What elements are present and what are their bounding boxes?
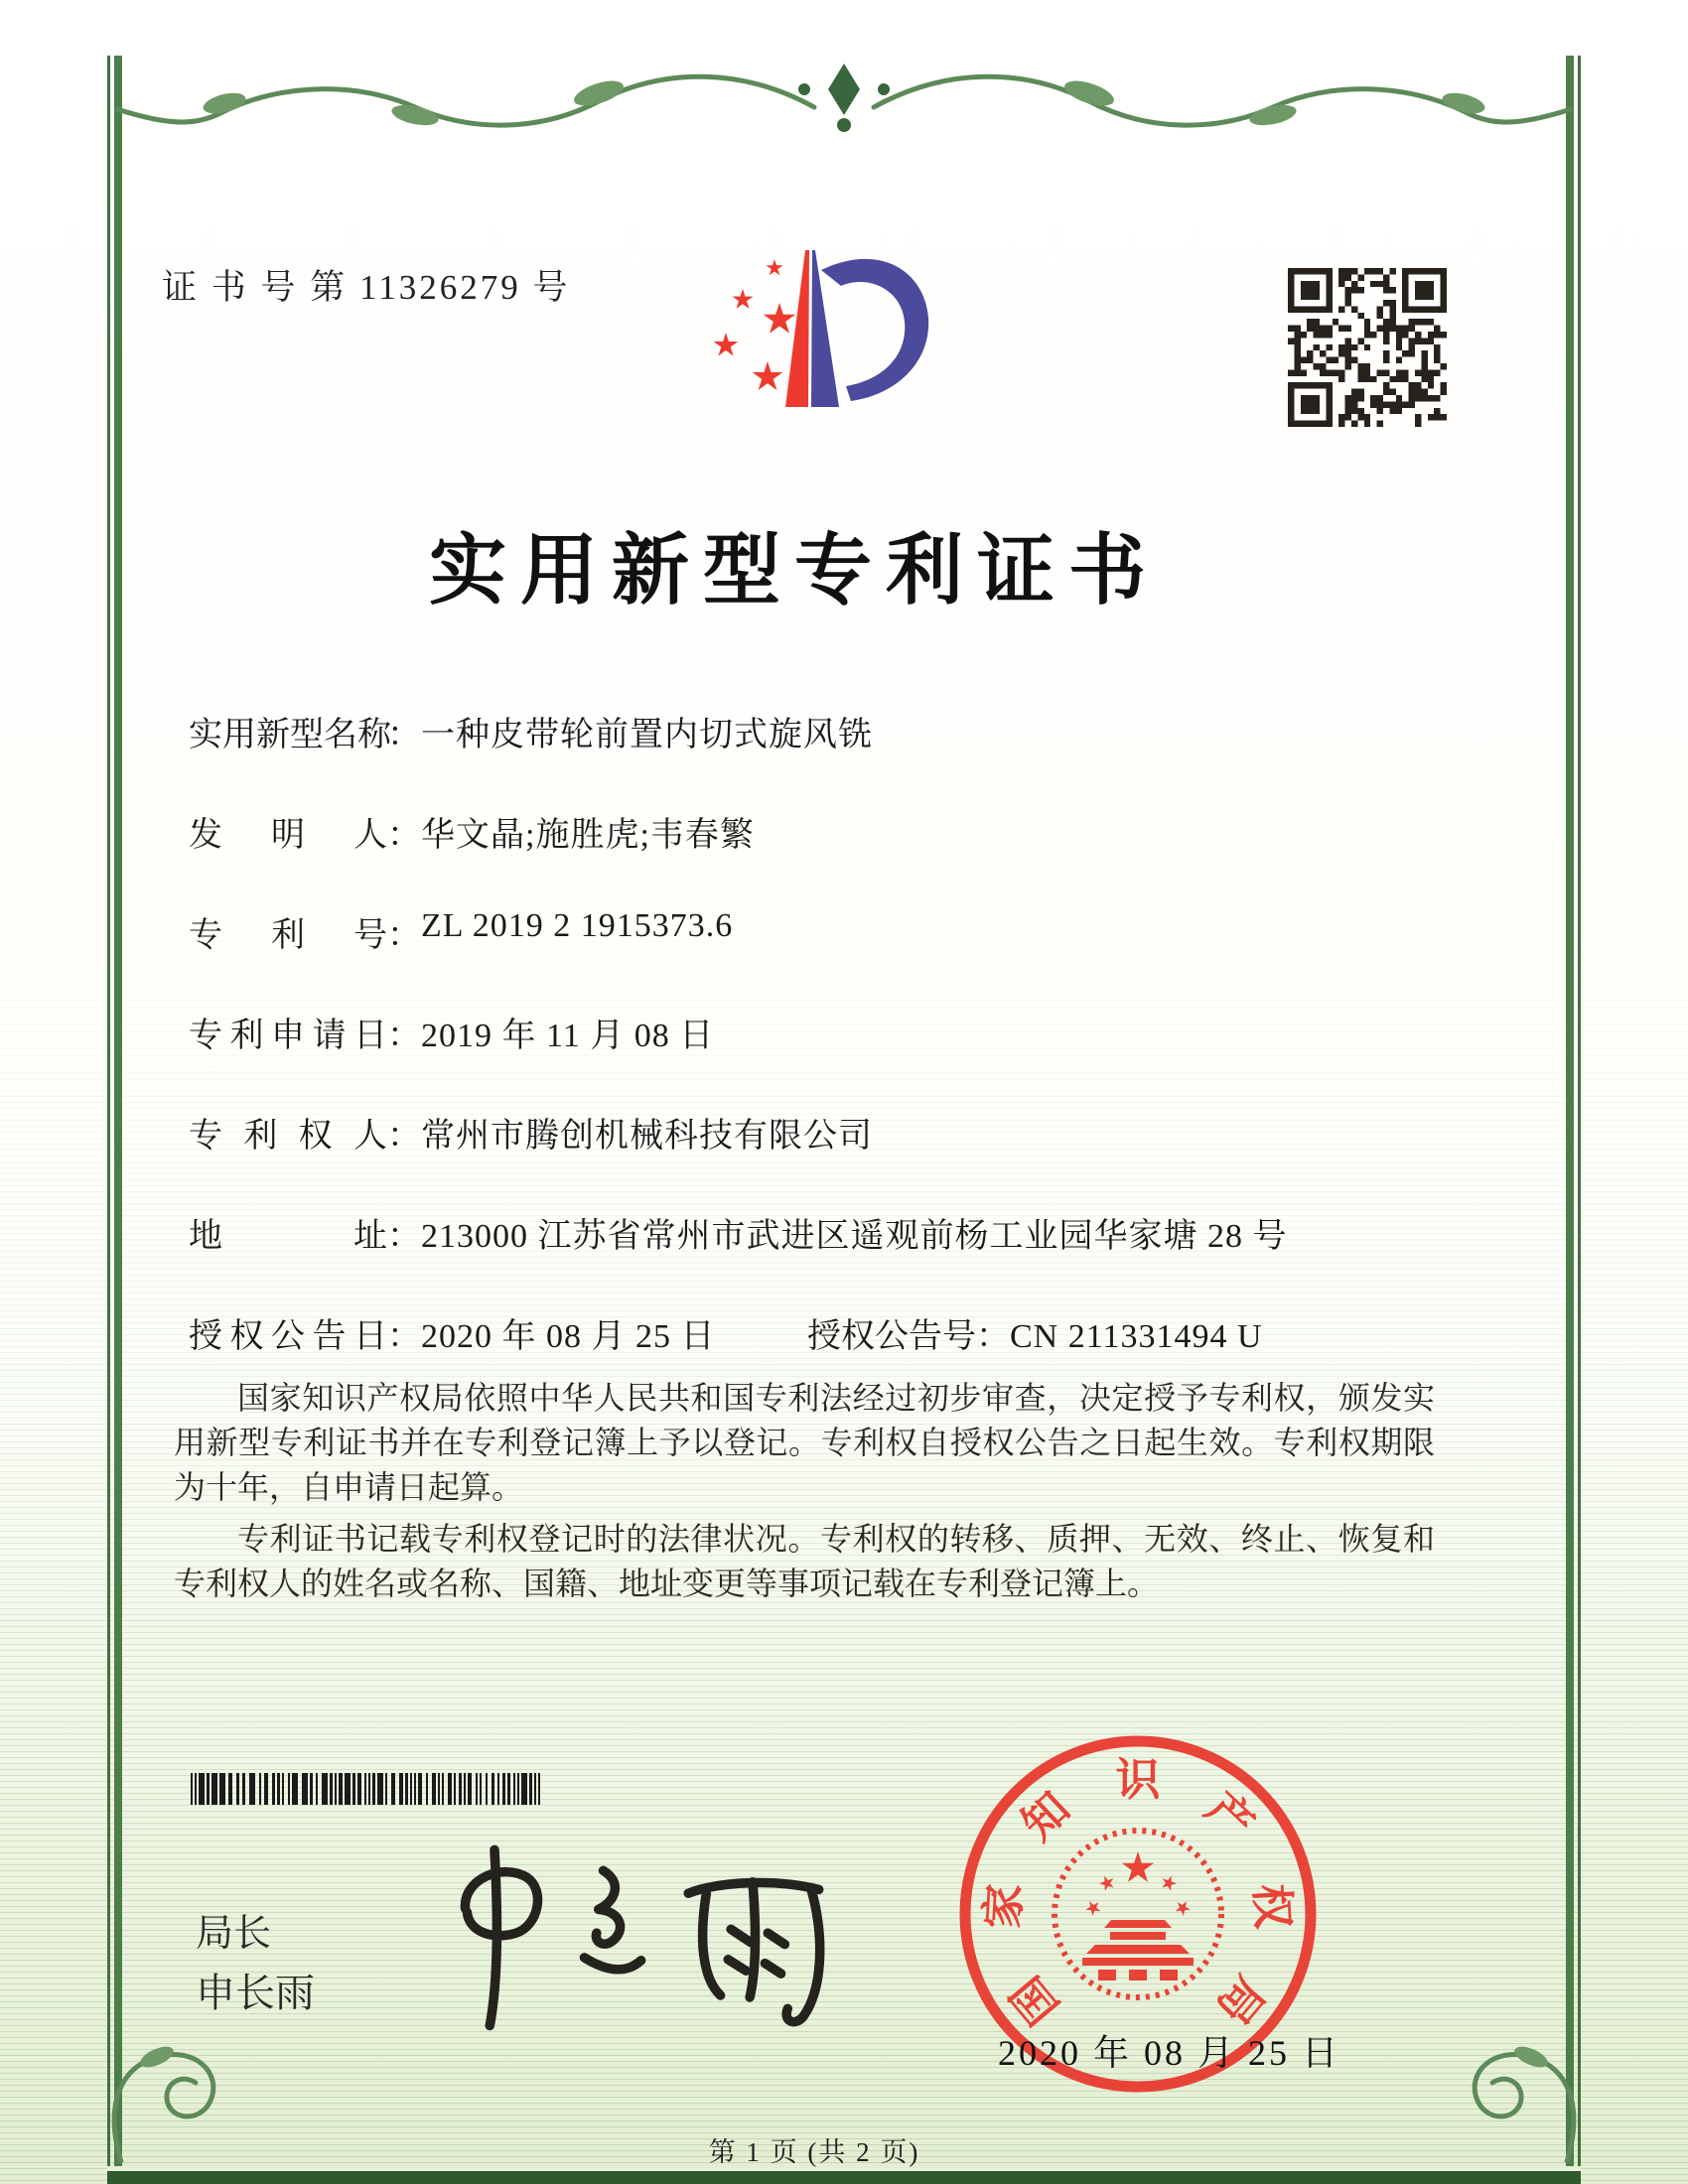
body-paragraph-2: 专利证书记载专利权登记时的法律状况。专利权的转移、质押、无效、终止、恢复和专利权人的姓名或名称、国籍、地址变更等事项记载在专利登记簿上。 <box>174 1521 1435 1601</box>
field-colon: ： <box>976 1318 1010 1355</box>
seal-char: 权 <box>1245 1882 1299 1931</box>
field-colon: ： <box>387 917 421 954</box>
certificate-title: 实用新型专利证书 <box>428 527 1160 614</box>
signer-name: 申长雨 <box>196 1972 315 2015</box>
field-value: 常州市腾创机械科技有限公司 <box>421 1118 873 1155</box>
frame-right-thin-line <box>1578 56 1581 2166</box>
signature-handwriting-icon <box>435 1835 832 2038</box>
field-label: 实用新型名称 <box>189 717 391 753</box>
seal-char: 知 <box>1012 1783 1079 1850</box>
field-value: 2019 年 11 月 08 日 <box>421 1018 715 1054</box>
seal-char: 国 <box>1001 1967 1069 2034</box>
body-paragraph-1: 国家知识产权局依照中华人民共和国专利法经过初步审查，决定授予专利权，颁发实用新型专利证书并在专利登记簿上予以登记。专利权自授权公告之日起生效。专利权期限为十年，自申请日起算。 <box>174 1380 1435 1505</box>
frame-left-thin-line <box>107 56 110 2166</box>
field-value: ZL 2019 2 1915373.6 <box>421 907 734 944</box>
seal-date: 2020 年 08 月 25 日 <box>998 2033 1341 2073</box>
grant-date-value: 2020 年 08 月 25 日 <box>421 1318 716 1355</box>
field-label: 专利号 <box>189 917 387 954</box>
seal-char: 家 <box>977 1882 1031 1931</box>
field-colon: ： <box>387 717 421 753</box>
field-colon: ： <box>387 1118 421 1155</box>
barcode <box>191 1773 548 1805</box>
bottom-border-bar <box>107 2168 1581 2184</box>
field-colon: ： <box>387 817 421 854</box>
field-row-patentee <box>189 1108 1288 1155</box>
field-value: 华文晶;施胜虎;韦春繁 <box>421 817 755 854</box>
field-list <box>189 707 1288 1409</box>
field-label: 发明人 <box>189 817 387 854</box>
field-row-address <box>189 1208 1288 1255</box>
field-value: 一种皮带轮前置内切式旋风铣 <box>421 717 873 753</box>
grant-row <box>189 1308 1288 1355</box>
qr-code <box>1288 268 1447 427</box>
cnipa-logo-icon <box>680 238 938 437</box>
top-border-ornament <box>107 50 1581 149</box>
field-label: 专利申请日 <box>189 1018 387 1054</box>
field-row-inventors <box>189 807 1288 854</box>
grant-date-label: 授权公告日 <box>189 1318 387 1355</box>
seal-char: 识 <box>1115 1755 1161 1805</box>
vine-ornament-icon <box>107 50 1581 149</box>
field-label: 地址 <box>189 1218 387 1255</box>
field-label: 专利权人 <box>189 1118 387 1155</box>
legal-text <box>174 1376 1435 1613</box>
signer-title: 局长 <box>196 1913 272 1955</box>
national-emblem-icon <box>1055 1831 1221 1997</box>
field-colon: ： <box>387 1018 421 1054</box>
field-row-patent-number <box>189 907 1288 954</box>
seal-char: 局 <box>1206 1967 1275 2034</box>
field-colon: ： <box>387 1218 421 1255</box>
grant-number-group <box>807 1308 1263 1357</box>
frame-right-thick-line <box>1566 56 1574 2166</box>
certificate-number: 证 书 号 第 11326279 号 <box>162 268 571 307</box>
frame-left-thick-line <box>114 56 122 2166</box>
field-value: 213000 江苏省常州市武进区遥观前杨工业园华家塘 28 号 <box>421 1218 1288 1255</box>
grant-number-value: CN 211331494 U <box>1010 1318 1263 1355</box>
grant-number-label: 授权公告号 <box>807 1318 976 1355</box>
field-colon: ： <box>387 1318 421 1355</box>
page-footer: 第 1 页 (共 2 页) <box>708 2137 920 2167</box>
field-row-filing-date <box>189 1008 1288 1054</box>
seal-char: 产 <box>1196 1783 1264 1850</box>
field-row-name <box>189 707 1288 753</box>
